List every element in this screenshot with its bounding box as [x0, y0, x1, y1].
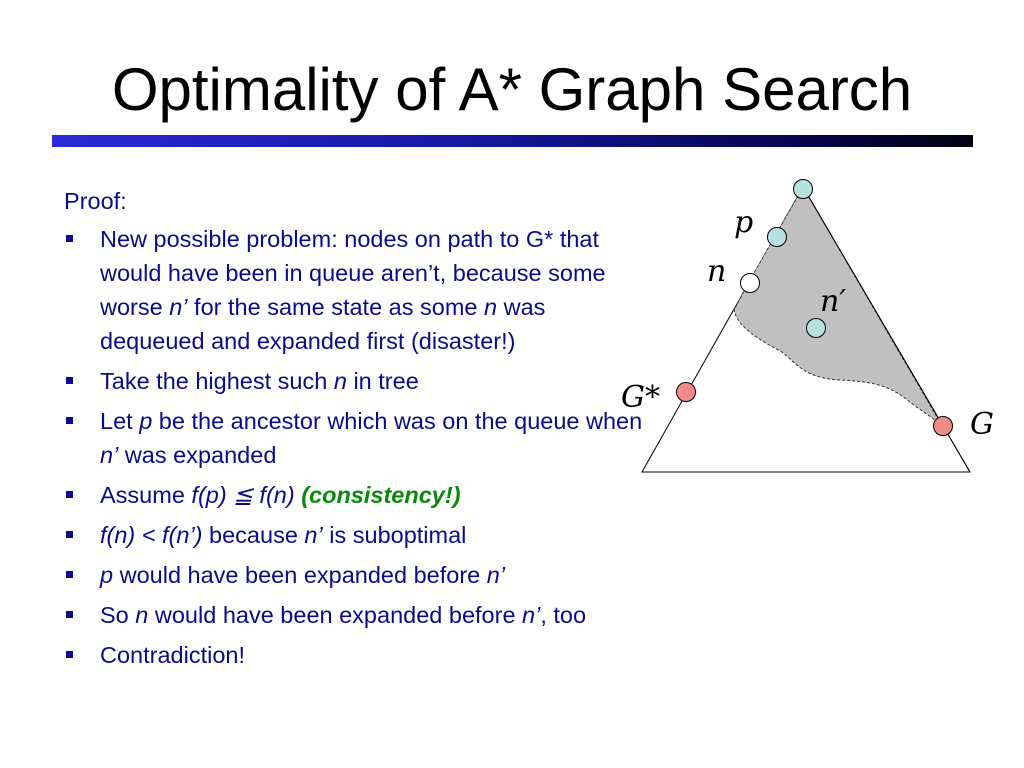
square-bullet-icon	[66, 377, 73, 384]
bullet-item	[64, 638, 644, 672]
bullet-text-italic: n	[135, 602, 149, 628]
bullet-text-italic: n’	[486, 562, 506, 588]
bullet-text-italic: f(p) ≦ f(n)	[191, 482, 295, 508]
bullet-text: because	[202, 522, 305, 548]
square-bullet-icon	[66, 571, 73, 578]
bullet-text-italic: n	[333, 368, 347, 394]
bullet-item	[64, 558, 644, 592]
label-g: G	[970, 407, 994, 442]
bullet-text: was dequeued and expanded first (disaster!)	[100, 294, 546, 354]
node-n-prime	[807, 319, 826, 338]
square-bullet-icon	[66, 651, 73, 658]
bullet-text: New possible problem: nodes on path to G* that would have been in queue aren’t, because some worse	[100, 226, 606, 320]
bullet-text-italic: f(n) < f(n’)	[100, 522, 203, 548]
bullet-text-highlight: (consistency!)	[301, 482, 461, 508]
square-bullet-icon	[66, 235, 73, 242]
bullet-text: would have been expanded before	[113, 562, 487, 588]
square-bullet-icon	[66, 611, 73, 618]
bullet-text: , too	[540, 602, 587, 628]
bullet-item	[64, 364, 644, 398]
bullet-text-italic: n’	[304, 522, 323, 548]
bullet-text-italic: n’	[522, 602, 541, 628]
bullet-item	[64, 518, 644, 552]
node-n	[741, 274, 760, 293]
proof-label: Proof:	[64, 188, 127, 214]
node-p	[768, 228, 787, 247]
bullet-text: Contradiction!	[100, 642, 245, 668]
square-bullet-icon	[66, 417, 73, 424]
bullet-text: Let	[100, 408, 140, 434]
bullet-text: So	[100, 602, 136, 628]
bullet-text: for the same state as some	[187, 294, 485, 320]
bullet-text: Take the highest such	[100, 368, 334, 394]
bullet-list	[64, 222, 644, 672]
bullet-text: be the ancestor which was on the queue when	[152, 408, 643, 434]
bullet-text-italic: p	[139, 408, 153, 434]
bullet-item	[64, 404, 644, 472]
label-n-prime: n′	[820, 284, 847, 319]
node-g-star	[677, 383, 696, 402]
search-tree-svg	[610, 170, 1010, 490]
bullet-text-italic: n’	[100, 442, 119, 468]
bullet-text: was expanded	[118, 442, 277, 468]
title-rule	[52, 135, 973, 147]
label-n: n	[707, 254, 727, 289]
bullet-text-italic: n’	[169, 294, 188, 320]
proof-body	[64, 184, 644, 678]
bullet-item	[64, 598, 644, 632]
label-p: p	[734, 205, 754, 240]
bullet-text: is suboptimal	[322, 522, 467, 548]
label-g-star: G*	[621, 380, 660, 415]
search-tree-diagram	[610, 170, 1010, 490]
square-bullet-icon	[66, 491, 73, 498]
bullet-text-italic: p	[100, 562, 114, 588]
bullet-text: would have been expanded before	[148, 602, 523, 628]
node-g	[934, 417, 953, 436]
bullet-item	[64, 478, 644, 512]
square-bullet-icon	[66, 531, 73, 538]
bullet-item	[64, 222, 644, 358]
bullet-text: in tree	[346, 368, 419, 394]
bullet-text: Assume	[100, 482, 192, 508]
slide-title: Optimality of A* Graph Search	[111, 56, 913, 123]
root-node	[794, 180, 813, 199]
bullet-text-italic: n	[484, 294, 498, 320]
